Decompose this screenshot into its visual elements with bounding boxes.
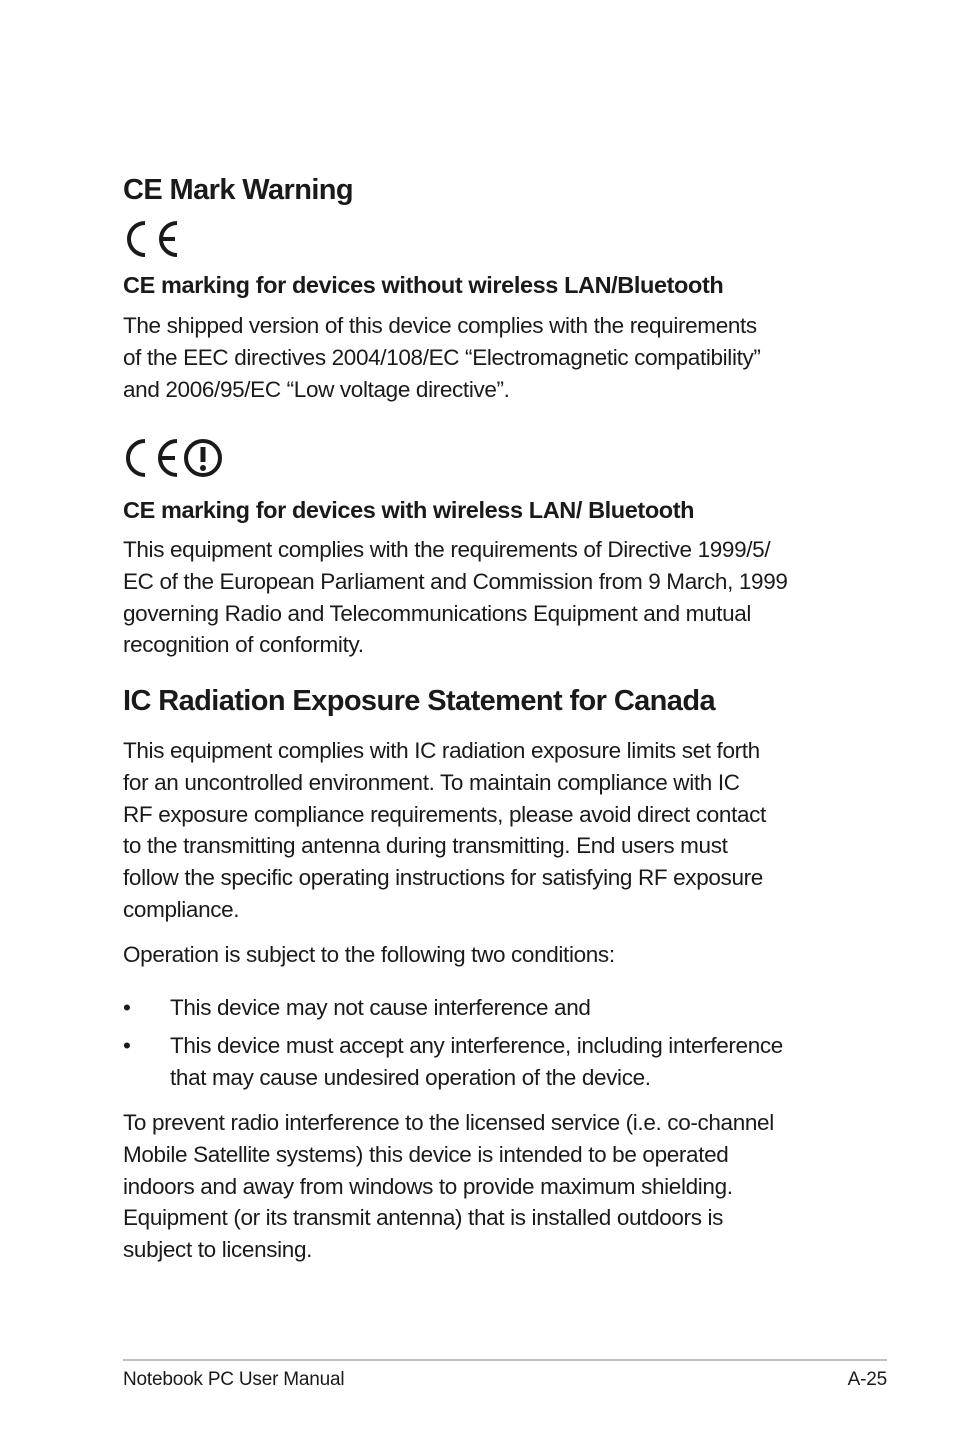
text-line: of the EEC directives 2004/108/EC “Electromagnetic compatibility” <box>123 344 761 370</box>
text-line: and 2006/95/EC “Low voltage directive”. <box>123 376 510 402</box>
text-line: to the transmitting antenna during transmitting. End users must <box>123 833 728 859</box>
text-line: recognition of conformity. <box>123 632 364 658</box>
text-line: Mobile Satellite systems) this device is intended to be operated <box>123 1141 729 1167</box>
ce-alert-mark-icon <box>123 434 227 482</box>
text-line: To prevent radio interference to the licensed service (i.e. co-channel <box>123 1110 774 1135</box>
text-line: follow the specific operating instructions for satisfying RF exposure <box>123 865 763 891</box>
bullet-icon: • <box>123 1033 131 1058</box>
text-line: subject to licensing. <box>123 1237 313 1263</box>
bullet-text <box>170 1030 850 1094</box>
footer-divider <box>123 1359 887 1361</box>
text-line: for an uncontrolled environment. To maintain compliance with IC <box>123 769 740 795</box>
text-line: indoors and away from windows to provide maximum shielding. <box>123 1173 733 1199</box>
ic-radiation-paragraph <box>123 735 843 926</box>
ce-mark-icon <box>123 218 183 260</box>
bullet-text <box>170 992 850 1024</box>
text-line: that may cause undesired operation of the device. <box>170 1064 651 1090</box>
footer-manual-title: Notebook PC User Manual <box>123 1369 345 1390</box>
text-line: RF exposure compliance requirements, please avoid direct contact <box>123 801 766 827</box>
text-line: governing Radio and Telecommunications Equipment and mutual <box>123 600 752 626</box>
ce-wireless-paragraph <box>123 534 843 661</box>
text-line: The shipped version of this device complies with the requirements <box>123 313 757 338</box>
licensing-paragraph <box>123 1107 843 1266</box>
ce-no-wireless-paragraph <box>123 310 843 405</box>
bullet-icon: • <box>123 995 131 1020</box>
text-line: This device must accept any interference, including interference <box>170 1033 783 1058</box>
text-line: This equipment complies with IC radiation exposure limits set forth <box>123 738 760 763</box>
ce-wireless-heading: CE marking for devices with wireless LAN/ Bluetooth <box>123 497 695 523</box>
text-line: EC of the European Parliament and Commission from 9 March, 1999 <box>123 568 788 594</box>
ic-radiation-title: IC Radiation Exposure Statement for Canada <box>123 685 715 717</box>
text-line: This device may not cause interference and <box>170 995 591 1020</box>
ce-mark-warning-title: CE Mark Warning <box>123 174 354 206</box>
text-line: Equipment (or its transmit antenna) that is installed outdoors is <box>123 1205 724 1231</box>
ce-no-wireless-heading: CE marking for devices without wireless LAN/Bluetooth <box>123 272 724 298</box>
page-number: A-25 <box>847 1369 887 1390</box>
conditions-intro: Operation is subject to the following two conditions: <box>123 942 615 967</box>
text-line: This equipment complies with the requirements of Directive 1999/5/ <box>123 537 771 562</box>
text-line: compliance. <box>123 896 240 922</box>
